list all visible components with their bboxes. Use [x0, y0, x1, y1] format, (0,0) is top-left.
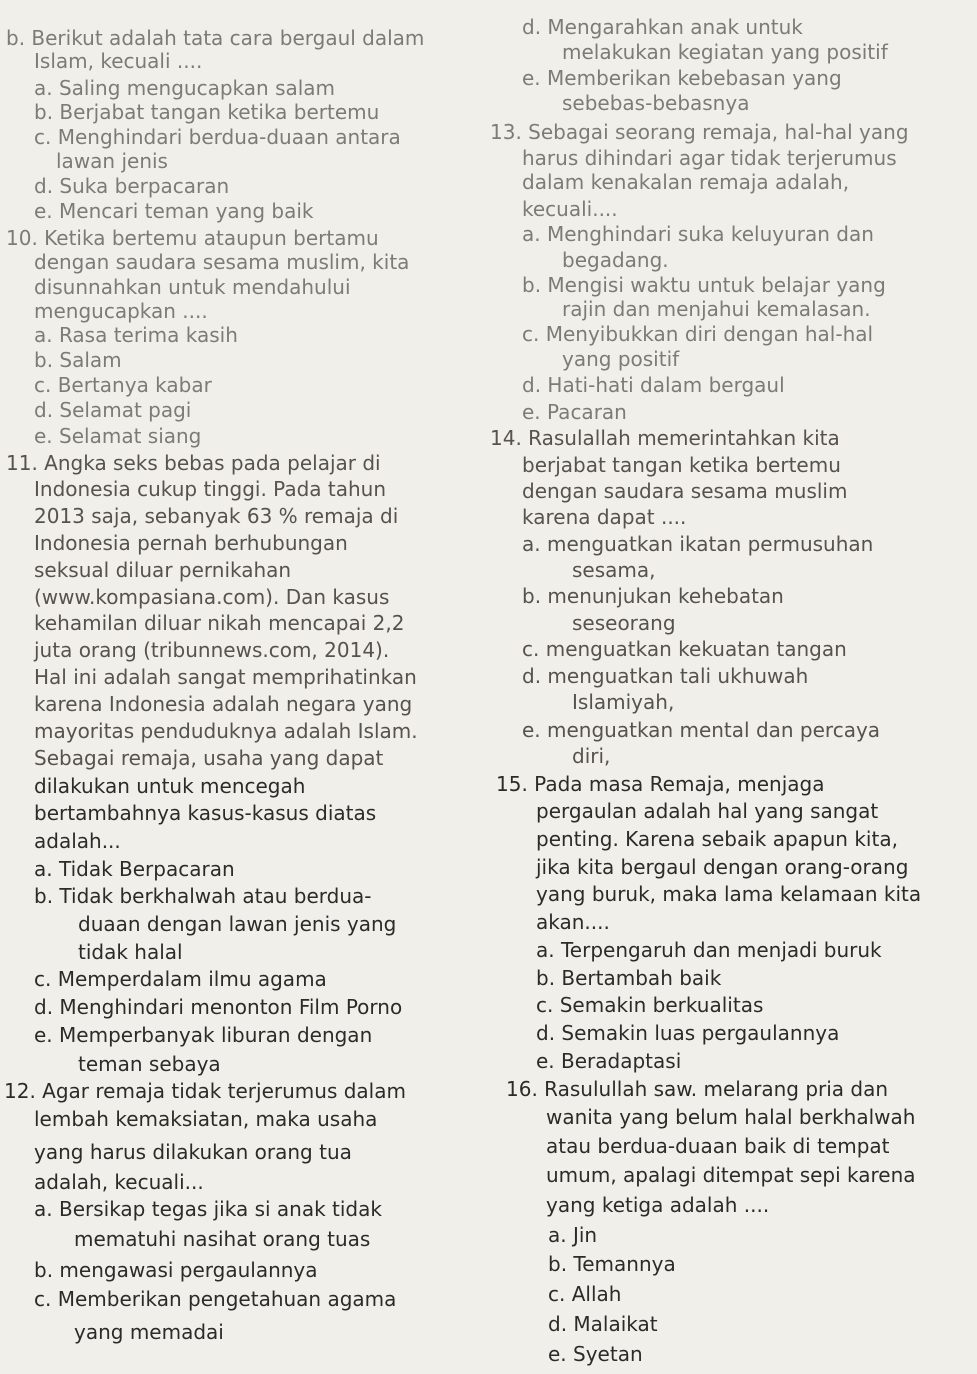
text-line: c. Bertanya kabar [34, 373, 212, 397]
text-line: b. Berjabat tangan ketika bertemu [34, 100, 380, 124]
text-line: seseorang [572, 611, 676, 635]
text-line: e. Memperbanyak liburan dengan [34, 1023, 373, 1047]
text-line: adalah, kecuali... [34, 1170, 204, 1194]
text-line: 2013 saja, sebanyak 63 % remaja di [34, 504, 399, 528]
text-line: 13. Sebagai seorang remaja, hal-hal yang [490, 120, 909, 144]
text-line: d. Mengarahkan anak untuk [522, 15, 803, 39]
text-line: mematuhi nasihat orang tuas [74, 1227, 371, 1251]
text-line: berjabat tangan ketika bertemu [522, 453, 841, 477]
text-line: atau berdua-duaan baik di tempat [546, 1134, 890, 1158]
text-line: disunnahkan untuk mendahului [34, 275, 351, 299]
text-line: akan.... [536, 910, 610, 934]
text-line: karena Indonesia adalah negara yang [34, 692, 413, 716]
text-line: umum, apalagi ditempat sepi karena [546, 1163, 916, 1187]
text-line: b. Temannya [548, 1252, 676, 1276]
text-line: b. menunjukan kehebatan [522, 584, 784, 608]
text-line: b. Mengisi waktu untuk belajar yang [522, 273, 886, 297]
text-line: yang ketiga adalah .... [546, 1193, 770, 1217]
text-line: e. Syetan [548, 1342, 643, 1366]
text-line: c. Memperdalam ilmu agama [34, 967, 327, 991]
text-line: jika kita bergaul dengan orang-orang [536, 855, 909, 879]
text-line: d. Malaikat [548, 1312, 658, 1336]
text-line: duaan dengan lawan jenis yang [78, 912, 397, 936]
text-line: Islam, kecuali .... [34, 49, 203, 73]
text-line: tidak halal [78, 940, 183, 964]
text-line: rajin dan menjahui kemalasan. [562, 297, 871, 321]
text-line: sebebas-bebasnya [562, 91, 750, 115]
text-line: Indonesia cukup tinggi. Pada tahun [34, 477, 387, 501]
text-line: Islamiyah, [572, 690, 675, 714]
text-line: pergaulan adalah hal yang sangat [536, 799, 879, 823]
text-line: karena dapat .... [522, 505, 687, 529]
text-line: e. Beradaptasi [536, 1049, 682, 1073]
text-line: b. mengawasi pergaulannya [34, 1258, 318, 1282]
text-line: b. Salam [34, 348, 122, 372]
text-line: begadang. [562, 248, 669, 272]
text-line: Hal ini adalah sangat memprihatinkan [34, 665, 417, 689]
text-line: adalah... [34, 829, 121, 853]
text-line: d. Selamat pagi [34, 398, 192, 422]
text-line: yang buruk, maka lama kelamaan kita [536, 882, 922, 906]
text-line: a. Bersikap tegas jika si anak tidak [34, 1197, 382, 1221]
text-line: 16. Rasulullah saw. melarang pria dan [506, 1077, 889, 1101]
text-line: a. Rasa terima kasih [34, 323, 238, 347]
text-line: dengan saudara sesama muslim [522, 479, 848, 503]
text-line: harus dihindari agar tidak terjerumus [522, 146, 897, 170]
text-line: a. Jin [548, 1223, 598, 1247]
text-line: e. menguatkan mental dan percaya [522, 718, 881, 742]
text-line: 14. Rasulallah memerintahkan kita [490, 426, 840, 450]
text-line: dalam kenakalan remaja adalah, [522, 170, 850, 194]
text-line: c. Menghindari berdua-duaan antara [34, 125, 401, 149]
text-line: d. Semakin luas pergaulannya [536, 1021, 840, 1045]
text-line: juta orang (tribunnews.com, 2014). [34, 638, 390, 662]
text-line: dengan saudara sesama muslim, kita [34, 250, 410, 274]
text-line: Sebagai remaja, usaha yang dapat [34, 746, 384, 770]
text-line: b. Berikut adalah tata cara bergaul dalam [6, 26, 425, 50]
text-line: c. Menyibukkan diri dengan hal-hal [522, 322, 874, 346]
text-line: c. menguatkan kekuatan tangan [522, 637, 847, 661]
text-line: b. Bertambah baik [536, 966, 722, 990]
text-line: d. Hati-hati dalam bergaul [522, 373, 785, 397]
text-line: wanita yang belum halal berkhalwah [546, 1105, 916, 1129]
text-line: a. Terpengaruh dan menjadi buruk [536, 938, 882, 962]
text-line: sesama, [572, 558, 656, 582]
text-line: penting. Karena sebaik apapun kita, [536, 827, 898, 851]
text-line: 12. Agar remaja tidak terjerumus dalam [4, 1079, 406, 1103]
text-line: d. menguatkan tali ukhuwah [522, 664, 809, 688]
text-line: lembah kemaksiatan, maka usaha [34, 1107, 378, 1131]
text-line: 10. Ketika bertemu ataupun bertamu [6, 226, 379, 250]
text-line: e. Mencari teman yang baik [34, 199, 314, 223]
text-line: dilakukan untuk mencegah [34, 774, 306, 798]
text-line: (www.kompasiana.com). Dan kasus [34, 585, 390, 609]
text-line: seksual diluar pernikahan [34, 558, 292, 582]
text-line: a. menguatkan ikatan permusuhan [522, 532, 874, 556]
text-line: c. Memberikan pengetahuan agama [34, 1287, 397, 1311]
text-line: mayoritas penduduknya adalah Islam. [34, 719, 418, 743]
text-line: kehamilan diluar nikah mencapai 2,2 [34, 611, 405, 635]
text-line: teman sebaya [78, 1052, 221, 1076]
text-line: diri, [572, 744, 611, 768]
text-line: c. Semakin berkualitas [536, 993, 764, 1017]
text-line: d. Suka berpacaran [34, 174, 230, 198]
text-line: lawan jenis [56, 149, 168, 173]
text-line: a. Saling mengucapkan salam [34, 76, 336, 100]
text-line: 11. Angka seks bebas pada pelajar di [6, 451, 381, 475]
text-line: d. Menghindari menonton Film Porno [34, 995, 403, 1019]
text-line: a. Tidak Berpacaran [34, 857, 235, 881]
text-line: yang harus dilakukan orang tua [34, 1140, 352, 1164]
text-line: mengucapkan .... [34, 299, 208, 323]
text-line: a. Menghindari suka keluyuran dan [522, 222, 874, 246]
text-line: Indonesia pernah berhubungan [34, 531, 348, 555]
text-line: yang positif [562, 347, 680, 371]
text-line: 15. Pada masa Remaja, menjaga [496, 772, 825, 796]
text-line: kecuali.... [522, 197, 618, 221]
text-line: b. Tidak berkhalwah atau berdua- [34, 884, 372, 908]
text-line: bertambahnya kasus-kasus diatas [34, 801, 377, 825]
text-line: e. Selamat siang [34, 424, 202, 448]
text-line: e. Pacaran [522, 400, 627, 424]
text-line: e. Memberikan kebebasan yang [522, 66, 842, 90]
text-line: yang memadai [74, 1320, 224, 1344]
text-line: c. Allah [548, 1282, 622, 1306]
text-line: melakukan kegiatan yang positif [562, 40, 888, 64]
